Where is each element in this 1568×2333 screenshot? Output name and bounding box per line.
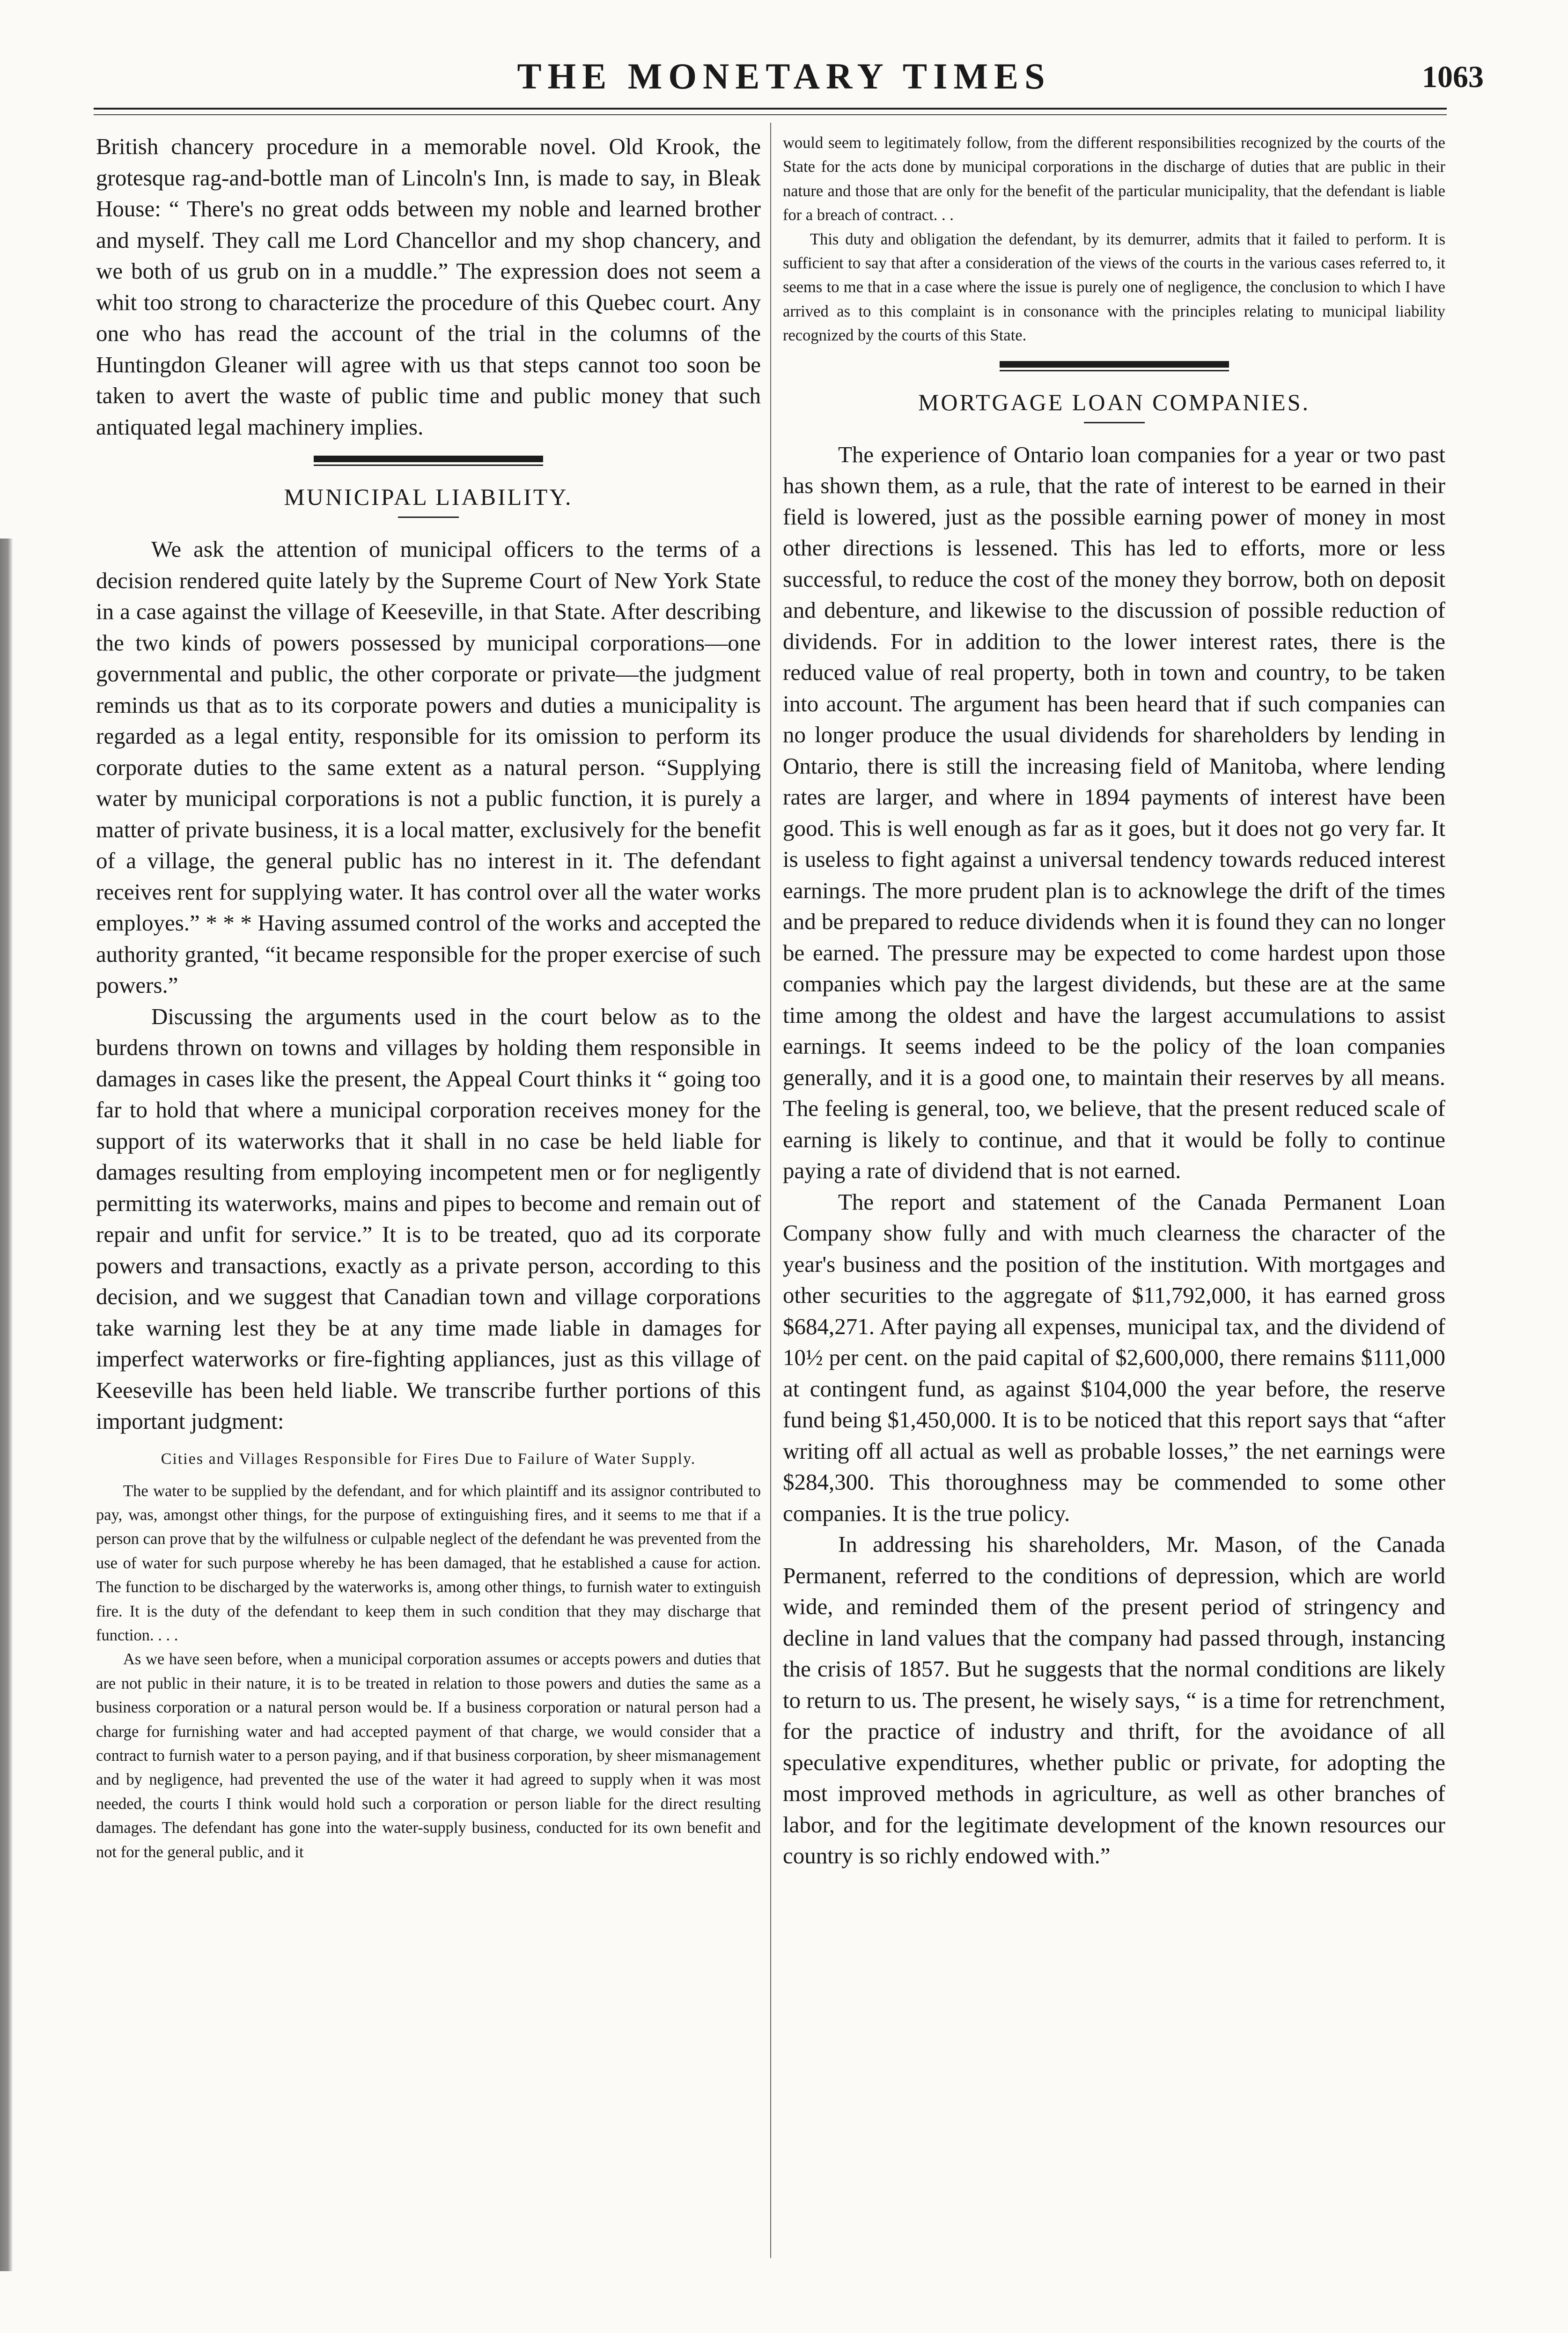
article-paragraph: The report and statement of the Canada Permanent Loan Company show fully and with much clearness the character of the year's business and the position of the institution. With mortgages and other securities to the aggregate of $11,792,000, it has earned gross $684,271. After paying all expenses, municipal tax, and the dividend of 10½ per cent. on the paid capital of $2,600,000, there remains $111,000 at contingent fund, as against $104,000 the year before, the reserve fund being $1,450,000. It is to be noticed that this report says that “after writing off all actual as well as probable losses,” the net earnings were $284,300. This thoroughness may be commended to some other companies. It is the true policy. xyxy=(783,1189,1445,1526)
header-rule-top xyxy=(94,108,1447,110)
intro-paragraph: British chancery procedure in a memorable novel. Old Krook, the grotesque rag-and-bottle man of Lincoln's Inn, is made to say, in Bleak House: “ There's no great odds between my noble and learned brother and myself. They call me Lord Chancellor and my shop chancery, and we both of us grub on in a muddle.” The expression does not seem a whit too strong to characterize the procedure of this Quebec court. Any one who has read the account of the trial in the columns of the Huntingdon Gleaner will agree with us that steps cannot too soon be taken to avert the waste of public time and public money that such antiquated legal machinery implies. xyxy=(96,133,761,440)
quoted-continuation: would seem to legitimately follow, from the different responsibilities recognized by the courts of the State for the acts done by municipal corporations in the discharge of duties that are public in their nature and those that are only for the benefit of the particular municipality, that the defendant is liable for a breach of contract. . . xyxy=(783,134,1445,224)
quoted-paragraph: The water to be supplied by the defendant, and for which plaintiff and its assignor contributed to pay, was, amongst other things, for the purpose of extinguishing fires, and it seems to me that if a person can prove that by the wilfulness or culpable neglect of the defendant he was prevented from the use of water for such purpose whereby he has been damaged, that he established a cause for action. The function to be discharged by the waterworks is, among other things, to furnish water to extinguish fire. It is the duty of the defendant to keep them in such condition that they may discharge that function. . . . xyxy=(96,1482,761,1644)
title-underline xyxy=(398,517,459,518)
section-separator xyxy=(314,456,543,466)
title-underline xyxy=(1084,422,1145,423)
page-header xyxy=(0,0,1568,117)
left-column xyxy=(96,131,761,1864)
section-title-mortgage-loan-companies: MORTGAGE LOAN COMPANIES. xyxy=(918,389,1310,415)
page-number: 1063 xyxy=(1422,60,1484,94)
quoted-paragraph: As we have seen before, when a municipal corporation assumes or accepts powers and duties that are not public in their nature, it is to be treated in relation to those powers and duties the same as a business corporation or a natural person would be. If a business corporation or natural person had a charge for furnishing water and had accepted payment of that charge, we would consider that a contract to furnish water to a person paying, and if that business corporation, by sheer mismanagement and by negligence, had prevented the use of the water it had agreed to supply when it was most needed, the courts I think would hold such a corporation or person liable for the direct resulting damages. The defendant has gone into the water-supply business, conducted for its own benefit and not for the general public, and it xyxy=(96,1650,761,1861)
quoted-continuation: This duty and obligation the defendant, by its demurrer, admits that it failed to perform. It is sufficient to say that after a consideration of the views of the courts in the various cases referred to, it seems to me that in a case where the issue is purely one of negligence, the conclusion to which I have arrived as to this complaint is in consonance with the principles relating to municipal liability recognized by the courts of this State. xyxy=(783,230,1445,345)
right-column xyxy=(783,131,1445,1872)
article-paragraph: The experience of Ontario loan companies for a year or two past has shown them, as a rule, that the rate of interest to be earned in their field is lowered, just as the possible earning power of money in most other directions is lessened. This has led to efforts, more or less successful, to reduce the cost of the money they borrow, both on deposit and debenture, and likewise to the discussion of possible reduction of dividends. For in addition to the lower interest rates, there is the reduced value of real property, both in town and country, to be taken into account. The argument has been heard that if such companies can no longer produce the usual dividends for shareholders by lending in Ontario, there is still the increasing field of Manitoba, where lending rates are larger, and where in 1894 payments of interest have been good. This is well enough as far as it goes, but it does not go very far. It is useless to fight against a universal tendency towards reduced interest earnings. The more prudent plan is to acknowlege the drift of the times and be prepared to reduce dividends when it is found they can no longer be earned. The pressure may be expected to come hardest upon those companies which pay the largest dividends, but these are at the same time among the oldest and have the largest accumulations to assist earnings. It seems indeed to be the policy of the loan companies generally, and it is a good one, to maintain their reserves by all means. The feeling is general, too, we believe, that the present reduced scale of earning is likely to continue, and that it would be folly to continue paying a rate of dividend that is not earned. xyxy=(783,441,1445,1184)
quoted-subheading: Cities and Villages Responsible for Fires Due to Failure of Water Supply. xyxy=(161,1450,696,1468)
article-paragraph: In addressing his shareholders, Mr. Mason, of the Canada Permanent, referred to the conditions of depression, which are world wide, and reminded them of the present period of stringency and decline in land values that the company had passed through, instancing the crisis of 1857. But he suggests that the normal conditions are likely to return to us. The present, he wisely says, “ is a time for retrenchment, for the practice of industry and thrift, for the avoidance of all speculative expenditures, whether public or private, for adopting the most improved methods in agriculture, as well as other branches of labor, and for the legitimate development of the known resources our country is so richly endowed with.” xyxy=(783,1531,1445,1869)
section-separator xyxy=(1000,361,1229,371)
header-rule-bottom xyxy=(94,114,1447,115)
article-paragraph: We ask the attention of municipal officers to the terms of a decision rendered quite lately by the Supreme Court of New York State in a case against the village of Keeseville, in that State. After describing the two kinds of powers possessed by municipal corporations—one governmental and public, the other corporate or private—the judgment reminds us that as to its corporate powers and duties a municipality is regarded as a legal entity, responsible for its omission to perform its corporate duties to the same extent as a natural person. “Supplying water by municipal corporations is not a public function, it is purely a matter of private business, it is a local matter, exclusively for the benefit of a village, the general public has no interest in it. The defendant receives rent for supplying water. It has control over all the water works employes.” * * * Having assumed control of the works and accepted the authority granted, “it became responsible for the proper exercise of such powers.” xyxy=(96,536,761,998)
masthead: THE MONETARY TIMES xyxy=(517,56,1051,96)
section-title-municipal-liability: MUNICIPAL LIABILITY. xyxy=(284,484,573,510)
column-divider xyxy=(770,123,771,2258)
article-paragraph: Discussing the arguments used in the court below as to the burdens thrown on towns and villages by holding them responsible in damages in cases like the present, the Appeal Court thinks it “ going too far to hold that where a municipal corporation receives money for the support of its waterworks that it shall in no case be held liable for damages resulting from employing incompetent men or for negligently permitting its waterworks, mains and pipes to become and remain out of repair and unfit for service.” It is to be treated, quo ad its corporate powers and transactions, exactly as a private person, according to this decision, and we suggest that Canadian town and village corporations take warning lest they be at any time made liable in damages for imperfect waterworks or fire-fighting appliances, just as this village of Keeseville has been held liable. We transcribe further portions of this important judgment: xyxy=(96,1003,761,1434)
page-edge-shadow xyxy=(0,539,13,2271)
